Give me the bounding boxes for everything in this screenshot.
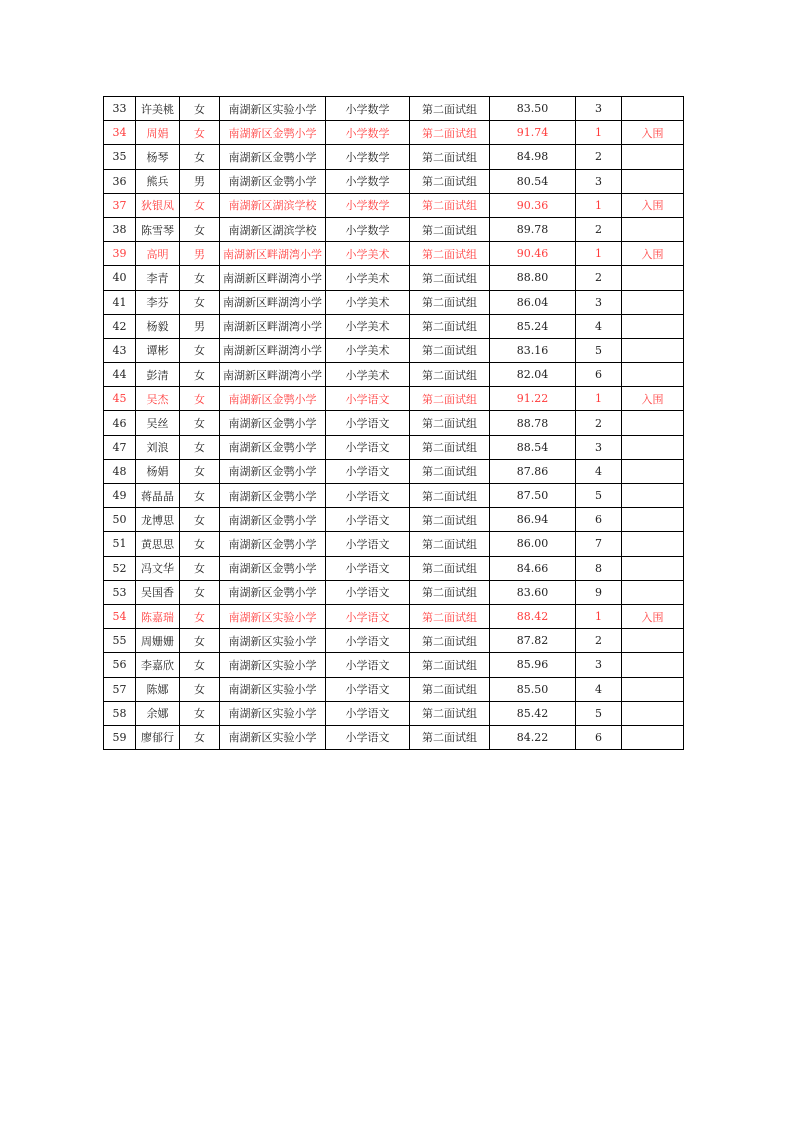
interview-group-cell: 第二面试组 xyxy=(410,580,490,604)
row-number-cell: 57 xyxy=(104,677,136,701)
row-number-cell: 36 xyxy=(104,169,136,193)
rank-cell: 6 xyxy=(576,508,622,532)
school-cell: 南湖新区畔湖湾小学 xyxy=(220,266,326,290)
subject-cell: 小学数学 xyxy=(326,193,410,217)
candidate-name-cell: 狄银凤 xyxy=(136,193,180,217)
result-cell xyxy=(622,338,684,362)
rank-cell: 6 xyxy=(576,725,622,749)
result-cell xyxy=(622,580,684,604)
score-cell: 86.04 xyxy=(490,290,576,314)
result-cell xyxy=(622,266,684,290)
school-cell: 南湖新区金鹗小学 xyxy=(220,121,326,145)
row-number-cell: 42 xyxy=(104,314,136,338)
score-cell: 83.60 xyxy=(490,580,576,604)
table-row xyxy=(104,193,684,217)
school-cell: 南湖新区金鹗小学 xyxy=(220,508,326,532)
subject-cell: 小学语文 xyxy=(326,508,410,532)
gender-cell: 女 xyxy=(180,508,220,532)
rank-cell: 1 xyxy=(576,387,622,411)
candidate-name-cell: 彭清 xyxy=(136,363,180,387)
table-row xyxy=(104,217,684,241)
score-cell: 85.96 xyxy=(490,653,576,677)
gender-cell: 女 xyxy=(180,338,220,362)
rank-cell: 2 xyxy=(576,411,622,435)
candidate-name-cell: 许美桃 xyxy=(136,97,180,121)
result-cell: 入围 xyxy=(622,193,684,217)
score-cell: 85.50 xyxy=(490,677,576,701)
table-row xyxy=(104,508,684,532)
school-cell: 南湖新区金鹗小学 xyxy=(220,169,326,193)
gender-cell: 女 xyxy=(180,701,220,725)
candidate-name-cell: 黄思思 xyxy=(136,532,180,556)
school-cell: 南湖新区湖滨学校 xyxy=(220,193,326,217)
rank-cell: 9 xyxy=(576,580,622,604)
result-cell xyxy=(622,217,684,241)
rank-cell: 2 xyxy=(576,145,622,169)
candidate-name-cell: 吴国香 xyxy=(136,580,180,604)
table-row xyxy=(104,580,684,604)
result-cell xyxy=(622,484,684,508)
row-number-cell: 35 xyxy=(104,145,136,169)
interview-group-cell: 第二面试组 xyxy=(410,532,490,556)
rank-cell: 2 xyxy=(576,629,622,653)
score-cell: 88.54 xyxy=(490,435,576,459)
school-cell: 南湖新区金鹗小学 xyxy=(220,387,326,411)
gender-cell: 女 xyxy=(180,604,220,628)
table-row xyxy=(104,387,684,411)
candidate-name-cell: 李嘉欣 xyxy=(136,653,180,677)
table-row xyxy=(104,97,684,121)
table-row xyxy=(104,121,684,145)
subject-cell: 小学语文 xyxy=(326,435,410,459)
school-cell: 南湖新区湖滨学校 xyxy=(220,217,326,241)
result-cell xyxy=(622,725,684,749)
score-cell: 88.78 xyxy=(490,411,576,435)
score-cell: 87.82 xyxy=(490,629,576,653)
table-row xyxy=(104,677,684,701)
subject-cell: 小学数学 xyxy=(326,145,410,169)
result-cell: 入围 xyxy=(622,121,684,145)
school-cell: 南湖新区金鹗小学 xyxy=(220,556,326,580)
row-number-cell: 49 xyxy=(104,484,136,508)
rank-cell: 5 xyxy=(576,484,622,508)
row-number-cell: 50 xyxy=(104,508,136,532)
candidate-name-cell: 余娜 xyxy=(136,701,180,725)
rank-cell: 1 xyxy=(576,604,622,628)
gender-cell: 女 xyxy=(180,411,220,435)
row-number-cell: 37 xyxy=(104,193,136,217)
result-cell xyxy=(622,508,684,532)
table-row xyxy=(104,653,684,677)
score-cell: 84.22 xyxy=(490,725,576,749)
row-number-cell: 54 xyxy=(104,604,136,628)
rank-cell: 7 xyxy=(576,532,622,556)
school-cell: 南湖新区实验小学 xyxy=(220,653,326,677)
interview-group-cell: 第二面试组 xyxy=(410,290,490,314)
subject-cell: 小学美术 xyxy=(326,290,410,314)
candidate-name-cell: 陈嘉瑞 xyxy=(136,604,180,628)
table-row xyxy=(104,169,684,193)
score-cell: 80.54 xyxy=(490,169,576,193)
candidate-name-cell: 李芬 xyxy=(136,290,180,314)
row-number-cell: 43 xyxy=(104,338,136,362)
gender-cell: 女 xyxy=(180,97,220,121)
row-number-cell: 41 xyxy=(104,290,136,314)
table-row xyxy=(104,266,684,290)
result-cell xyxy=(622,459,684,483)
table-row xyxy=(104,290,684,314)
candidate-name-cell: 李青 xyxy=(136,266,180,290)
interview-group-cell: 第二面试组 xyxy=(410,169,490,193)
subject-cell: 小学数学 xyxy=(326,97,410,121)
rank-cell: 3 xyxy=(576,290,622,314)
score-cell: 87.86 xyxy=(490,459,576,483)
rank-cell: 3 xyxy=(576,653,622,677)
table-row xyxy=(104,629,684,653)
score-cell: 91.74 xyxy=(490,121,576,145)
subject-cell: 小学语文 xyxy=(326,459,410,483)
table-row xyxy=(104,725,684,749)
school-cell: 南湖新区金鹗小学 xyxy=(220,411,326,435)
gender-cell: 女 xyxy=(180,121,220,145)
gender-cell: 女 xyxy=(180,484,220,508)
result-cell xyxy=(622,363,684,387)
interview-group-cell: 第二面试组 xyxy=(410,653,490,677)
candidate-name-cell: 杨琴 xyxy=(136,145,180,169)
gender-cell: 男 xyxy=(180,242,220,266)
result-cell xyxy=(622,169,684,193)
table-row xyxy=(104,532,684,556)
rank-cell: 3 xyxy=(576,169,622,193)
school-cell: 南湖新区畔湖湾小学 xyxy=(220,363,326,387)
row-number-cell: 47 xyxy=(104,435,136,459)
table-row xyxy=(104,314,684,338)
row-number-cell: 38 xyxy=(104,217,136,241)
rank-cell: 2 xyxy=(576,266,622,290)
school-cell: 南湖新区畔湖湾小学 xyxy=(220,338,326,362)
interview-group-cell: 第二面试组 xyxy=(410,387,490,411)
score-cell: 87.50 xyxy=(490,484,576,508)
school-cell: 南湖新区金鹗小学 xyxy=(220,459,326,483)
school-cell: 南湖新区金鹗小学 xyxy=(220,435,326,459)
result-cell xyxy=(622,435,684,459)
school-cell: 南湖新区畔湖湾小学 xyxy=(220,290,326,314)
gender-cell: 女 xyxy=(180,193,220,217)
candidate-name-cell: 谭彬 xyxy=(136,338,180,362)
table-row xyxy=(104,604,684,628)
gender-cell: 女 xyxy=(180,290,220,314)
result-cell xyxy=(622,556,684,580)
row-number-cell: 51 xyxy=(104,532,136,556)
rank-cell: 5 xyxy=(576,701,622,725)
row-number-cell: 40 xyxy=(104,266,136,290)
row-number-cell: 55 xyxy=(104,629,136,653)
interview-group-cell: 第二面试组 xyxy=(410,701,490,725)
rank-cell: 5 xyxy=(576,338,622,362)
gender-cell: 女 xyxy=(180,217,220,241)
result-cell xyxy=(622,629,684,653)
rank-cell: 1 xyxy=(576,193,622,217)
table-row xyxy=(104,411,684,435)
candidate-name-cell: 周娟 xyxy=(136,121,180,145)
row-number-cell: 39 xyxy=(104,242,136,266)
school-cell: 南湖新区实验小学 xyxy=(220,677,326,701)
interview-group-cell: 第二面试组 xyxy=(410,145,490,169)
result-cell xyxy=(622,677,684,701)
candidate-name-cell: 周姗姗 xyxy=(136,629,180,653)
candidate-name-cell: 冯文华 xyxy=(136,556,180,580)
gender-cell: 女 xyxy=(180,580,220,604)
interview-group-cell: 第二面试组 xyxy=(410,435,490,459)
gender-cell: 女 xyxy=(180,387,220,411)
score-cell: 91.22 xyxy=(490,387,576,411)
result-cell xyxy=(622,532,684,556)
result-cell xyxy=(622,314,684,338)
interview-group-cell: 第二面试组 xyxy=(410,338,490,362)
interview-group-cell: 第二面试组 xyxy=(410,604,490,628)
table-row xyxy=(104,242,684,266)
subject-cell: 小学语文 xyxy=(326,629,410,653)
interview-group-cell: 第二面试组 xyxy=(410,508,490,532)
candidate-name-cell: 杨毅 xyxy=(136,314,180,338)
rank-cell: 1 xyxy=(576,121,622,145)
result-cell: 入围 xyxy=(622,387,684,411)
school-cell: 南湖新区实验小学 xyxy=(220,629,326,653)
score-cell: 84.66 xyxy=(490,556,576,580)
result-cell xyxy=(622,701,684,725)
subject-cell: 小学语文 xyxy=(326,411,410,435)
gender-cell: 女 xyxy=(180,435,220,459)
row-number-cell: 44 xyxy=(104,363,136,387)
rank-cell: 4 xyxy=(576,459,622,483)
result-cell: 入围 xyxy=(622,604,684,628)
score-cell: 83.50 xyxy=(490,97,576,121)
subject-cell: 小学语文 xyxy=(326,580,410,604)
subject-cell: 小学语文 xyxy=(326,556,410,580)
score-cell: 86.00 xyxy=(490,532,576,556)
interview-group-cell: 第二面试组 xyxy=(410,484,490,508)
row-number-cell: 58 xyxy=(104,701,136,725)
candidate-name-cell: 陈娜 xyxy=(136,677,180,701)
school-cell: 南湖新区金鹗小学 xyxy=(220,532,326,556)
result-cell xyxy=(622,97,684,121)
score-cell: 89.78 xyxy=(490,217,576,241)
result-cell xyxy=(622,653,684,677)
result-cell: 入围 xyxy=(622,242,684,266)
candidate-name-cell: 蒋晶晶 xyxy=(136,484,180,508)
candidate-name-cell: 龙博思 xyxy=(136,508,180,532)
gender-cell: 女 xyxy=(180,363,220,387)
school-cell: 南湖新区实验小学 xyxy=(220,725,326,749)
score-cell: 90.46 xyxy=(490,242,576,266)
gender-cell: 女 xyxy=(180,629,220,653)
subject-cell: 小学语文 xyxy=(326,532,410,556)
table-row xyxy=(104,556,684,580)
subject-cell: 小学数学 xyxy=(326,217,410,241)
table-row xyxy=(104,338,684,362)
result-cell xyxy=(622,290,684,314)
row-number-cell: 45 xyxy=(104,387,136,411)
result-cell xyxy=(622,411,684,435)
score-cell: 84.98 xyxy=(490,145,576,169)
school-cell: 南湖新区实验小学 xyxy=(220,701,326,725)
score-cell: 85.24 xyxy=(490,314,576,338)
results-table xyxy=(103,96,684,750)
score-cell: 88.42 xyxy=(490,604,576,628)
subject-cell: 小学美术 xyxy=(326,314,410,338)
row-number-cell: 52 xyxy=(104,556,136,580)
gender-cell: 女 xyxy=(180,556,220,580)
school-cell: 南湖新区金鹗小学 xyxy=(220,145,326,169)
rank-cell: 3 xyxy=(576,435,622,459)
row-number-cell: 34 xyxy=(104,121,136,145)
subject-cell: 小学美术 xyxy=(326,363,410,387)
candidate-name-cell: 刘浪 xyxy=(136,435,180,459)
interview-group-cell: 第二面试组 xyxy=(410,266,490,290)
score-cell: 82.04 xyxy=(490,363,576,387)
score-cell: 85.42 xyxy=(490,701,576,725)
candidate-name-cell: 吴丝 xyxy=(136,411,180,435)
interview-group-cell: 第二面试组 xyxy=(410,363,490,387)
candidate-name-cell: 熊兵 xyxy=(136,169,180,193)
interview-group-cell: 第二面试组 xyxy=(410,217,490,241)
rank-cell: 8 xyxy=(576,556,622,580)
row-number-cell: 53 xyxy=(104,580,136,604)
school-cell: 南湖新区实验小学 xyxy=(220,97,326,121)
school-cell: 南湖新区金鹗小学 xyxy=(220,484,326,508)
table-row xyxy=(104,363,684,387)
subject-cell: 小学语文 xyxy=(326,677,410,701)
rank-cell: 2 xyxy=(576,217,622,241)
school-cell: 南湖新区实验小学 xyxy=(220,604,326,628)
rank-cell: 1 xyxy=(576,242,622,266)
subject-cell: 小学语文 xyxy=(326,484,410,508)
table-row xyxy=(104,145,684,169)
interview-group-cell: 第二面试组 xyxy=(410,459,490,483)
score-cell: 88.80 xyxy=(490,266,576,290)
rank-cell: 6 xyxy=(576,363,622,387)
row-number-cell: 33 xyxy=(104,97,136,121)
table-row xyxy=(104,701,684,725)
result-cell xyxy=(622,145,684,169)
interview-group-cell: 第二面试组 xyxy=(410,97,490,121)
score-cell: 86.94 xyxy=(490,508,576,532)
gender-cell: 女 xyxy=(180,725,220,749)
candidate-name-cell: 杨娟 xyxy=(136,459,180,483)
rank-cell: 4 xyxy=(576,677,622,701)
school-cell: 南湖新区畔湖湾小学 xyxy=(220,314,326,338)
candidate-name-cell: 陈雪琴 xyxy=(136,217,180,241)
interview-group-cell: 第二面试组 xyxy=(410,193,490,217)
table-row xyxy=(104,435,684,459)
table-row xyxy=(104,484,684,508)
gender-cell: 女 xyxy=(180,653,220,677)
gender-cell: 女 xyxy=(180,532,220,556)
interview-group-cell: 第二面试组 xyxy=(410,121,490,145)
school-cell: 南湖新区畔湖湾小学 xyxy=(220,242,326,266)
subject-cell: 小学数学 xyxy=(326,169,410,193)
subject-cell: 小学美术 xyxy=(326,242,410,266)
row-number-cell: 48 xyxy=(104,459,136,483)
gender-cell: 女 xyxy=(180,266,220,290)
gender-cell: 女 xyxy=(180,677,220,701)
gender-cell: 男 xyxy=(180,314,220,338)
interview-group-cell: 第二面试组 xyxy=(410,556,490,580)
candidate-name-cell: 吴杰 xyxy=(136,387,180,411)
score-cell: 83.16 xyxy=(490,338,576,362)
rank-cell: 4 xyxy=(576,314,622,338)
table-row xyxy=(104,459,684,483)
interview-group-cell: 第二面试组 xyxy=(410,629,490,653)
school-cell: 南湖新区金鹗小学 xyxy=(220,580,326,604)
interview-group-cell: 第二面试组 xyxy=(410,242,490,266)
interview-group-cell: 第二面试组 xyxy=(410,725,490,749)
subject-cell: 小学语文 xyxy=(326,701,410,725)
gender-cell: 男 xyxy=(180,169,220,193)
score-cell: 90.36 xyxy=(490,193,576,217)
row-number-cell: 59 xyxy=(104,725,136,749)
subject-cell: 小学美术 xyxy=(326,266,410,290)
subject-cell: 小学语文 xyxy=(326,387,410,411)
interview-group-cell: 第二面试组 xyxy=(410,677,490,701)
rank-cell: 3 xyxy=(576,97,622,121)
interview-group-cell: 第二面试组 xyxy=(410,314,490,338)
subject-cell: 小学语文 xyxy=(326,604,410,628)
subject-cell: 小学语文 xyxy=(326,725,410,749)
row-number-cell: 56 xyxy=(104,653,136,677)
candidate-name-cell: 廖郁行 xyxy=(136,725,180,749)
candidate-name-cell: 高明 xyxy=(136,242,180,266)
interview-group-cell: 第二面试组 xyxy=(410,411,490,435)
subject-cell: 小学语文 xyxy=(326,653,410,677)
subject-cell: 小学美术 xyxy=(326,338,410,362)
subject-cell: 小学数学 xyxy=(326,121,410,145)
gender-cell: 女 xyxy=(180,459,220,483)
gender-cell: 女 xyxy=(180,145,220,169)
results-table-body xyxy=(104,97,684,750)
row-number-cell: 46 xyxy=(104,411,136,435)
